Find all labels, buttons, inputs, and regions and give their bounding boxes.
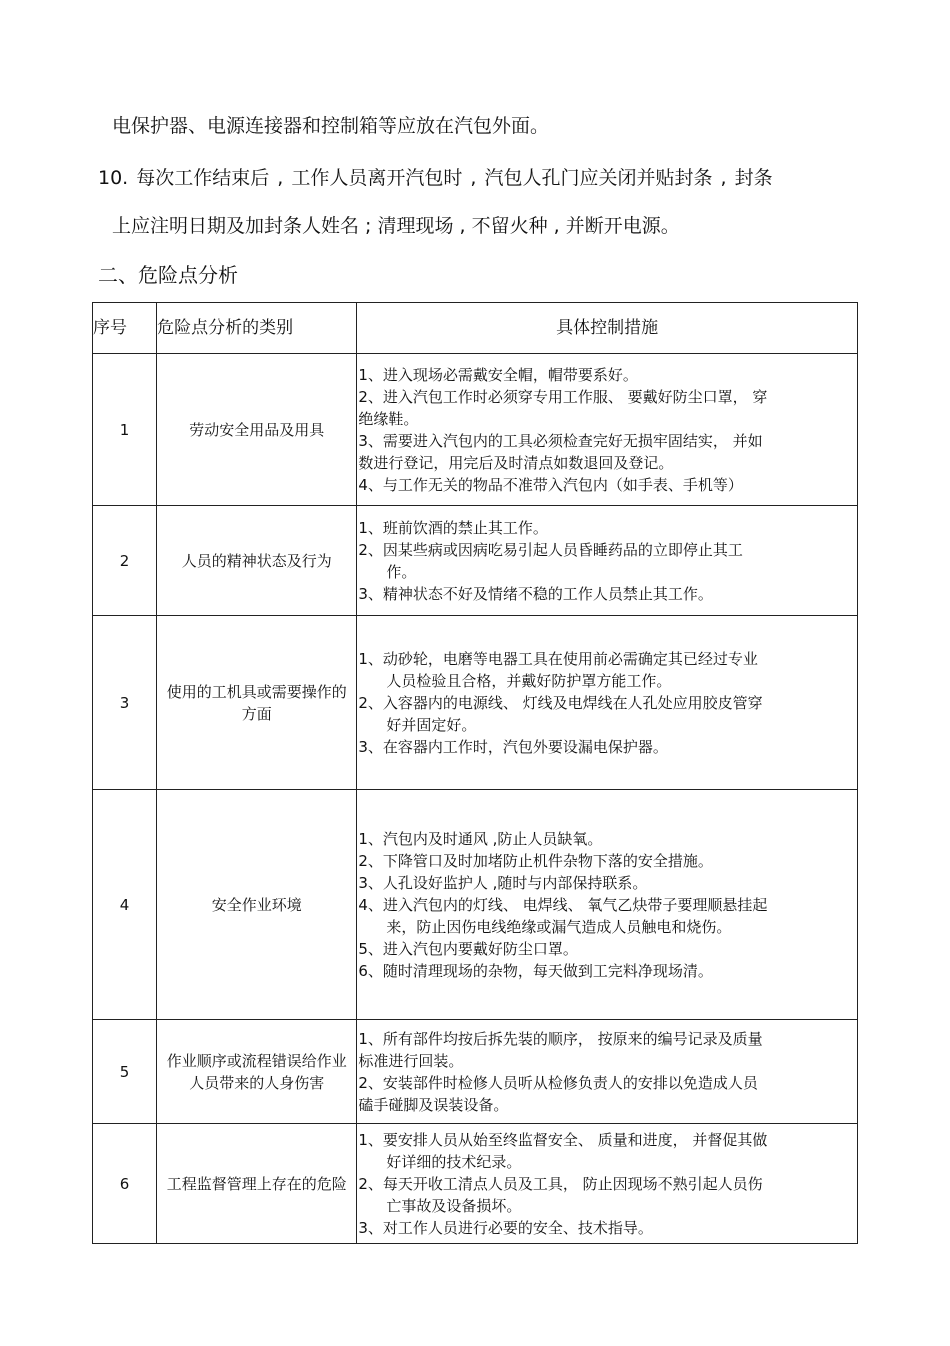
measure-line: 3、需要进入汽包内的工具必须检查完好无损牢固结实， 并如 (358, 431, 763, 450)
measure-line: 作。 (386, 562, 417, 581)
row-number: 4 (93, 790, 157, 1020)
table-row (93, 1124, 858, 1244)
measure-line: 1、动砂轮，电磨等电器工具在使用前必需确定其已经过专业 (358, 649, 758, 668)
hazard-analysis-table (92, 302, 858, 1244)
row-category: 安全作业环境 (157, 790, 357, 1020)
row-number: 3 (93, 616, 157, 790)
table-row (93, 506, 858, 616)
measure-line: 2、每天开收工清点人员及工具， 防止因现场不熟引起人员伤 (358, 1174, 763, 1193)
table-row (93, 616, 858, 790)
measure-line: 亡事故及设备损坏。 (386, 1196, 522, 1215)
measure-line: 好详细的技术纪录。 (386, 1152, 522, 1171)
measure-line: 4、进入汽包内的灯线、 电焊线、 氧气乙炔带子要理顺悬挂起 (358, 895, 768, 914)
header-control-measures: 具体控制措施 (357, 303, 858, 354)
measure-line: 3、精神状态不好及情绪不稳的工作人员禁止其工作。 (358, 584, 713, 603)
header-number: 序号 (93, 303, 157, 354)
row-control-measures (357, 790, 858, 1020)
row-control-measures (357, 506, 858, 616)
paragraph-item-10: 10. 每次工作结束后 , 工作人员离开汽包时 , 汽包人孔门应关闭并贴封条 , 封条 (98, 167, 773, 189)
row-number: 5 (93, 1020, 157, 1124)
row-number: 6 (93, 1124, 157, 1244)
measure-line: 2、因某些病或因病吃易引起人员昏睡药品的立即停止其工 (358, 540, 743, 559)
row-number: 2 (93, 506, 157, 616)
row-control-measures (357, 1020, 858, 1124)
paragraph-item-10-continuation: 上应注明日期及加封条人姓名 ; 清理现场 , 不留火种 , 并断开电源。 (112, 215, 680, 237)
row-category: 作业顺序或流程错误给作业人员带来的人身伤害 (157, 1020, 357, 1124)
measure-line: 1、班前饮酒的禁止其工作。 (358, 518, 548, 537)
measure-line: 3、人孔设好监护人 ,随时与内部保持联系。 (358, 873, 648, 892)
row-control-measures (357, 616, 858, 790)
row-number: 1 (93, 354, 157, 506)
paragraph-continuation: 电保护器、电源连接器和控制箱等应放在汽包外面。 (112, 115, 550, 137)
table-header-row (93, 303, 858, 354)
row-category: 工程监督管理上存在的危险 (157, 1124, 357, 1244)
measure-line: 2、下降管口及时加堵防止机件杂物下落的安全措施。 (358, 851, 713, 870)
row-category: 劳动安全用品及用具 (157, 354, 357, 506)
measure-line: 1、所有部件均按后拆先装的顺序， 按原来的编号记录及质量 (358, 1029, 763, 1048)
measure-line: 4、与工作无关的物品不准带入汽包内（如手表、手机等） (358, 475, 743, 494)
row-control-measures (357, 354, 858, 506)
measure-line: 来，防止因伤电线绝缘或漏气造成人员触电和烧伤。 (386, 917, 732, 936)
measure-line: 6、随时清理现场的杂物，每天做到工完料净现场清。 (358, 961, 713, 980)
measure-line: 2、入容器内的电源线、 灯线及电焊线在人孔处应用胶皮管穿 (358, 693, 763, 712)
measure-line: 3、对工作人员进行必要的安全、技术指导。 (358, 1218, 653, 1237)
measure-line: 1、要安排人员从始至终监督安全、 质量和进度， 并督促其做 (358, 1130, 768, 1149)
measure-line: 1、进入现场必需戴安全帽，帽带要系好。 (358, 365, 638, 384)
measure-line: 2、进入汽包工作时必须穿专用工作服、 要戴好防尘口罩， 穿 (358, 387, 768, 406)
section-heading: 二、危险点分析 (98, 263, 238, 287)
measure-line: 5、进入汽包内要戴好防尘口罩。 (358, 939, 578, 958)
measure-line: 1、汽包内及时通风 ,防止人员缺氧。 (358, 829, 603, 848)
measure-line: 人员检验且合格，并戴好防护罩方能工作。 (386, 671, 672, 690)
header-category: 危险点分析的类别 (157, 303, 357, 354)
measure-line: 标准进行回装。 (358, 1051, 464, 1070)
measure-line: 2、安装部件时检修人员听从检修负责人的安排以免造成人员 (358, 1073, 758, 1092)
measure-line: 绝缘鞋。 (358, 409, 419, 428)
row-control-measures (357, 1124, 858, 1244)
row-category: 人员的精神状态及行为 (157, 506, 357, 616)
measure-line: 3、在容器内工作时，汽包外要设漏电保护器。 (358, 737, 668, 756)
row-category: 使用的工机具或需要操作的方面 (157, 616, 357, 790)
table-row (93, 790, 858, 1020)
measure-line: 磕手碰脚及误装设备。 (358, 1095, 509, 1114)
table-row (93, 1020, 858, 1124)
measure-line: 好并固定好。 (386, 715, 477, 734)
table-row (93, 354, 858, 506)
measure-line: 数进行登记，用完后及时清点如数退回及登记。 (358, 453, 674, 472)
